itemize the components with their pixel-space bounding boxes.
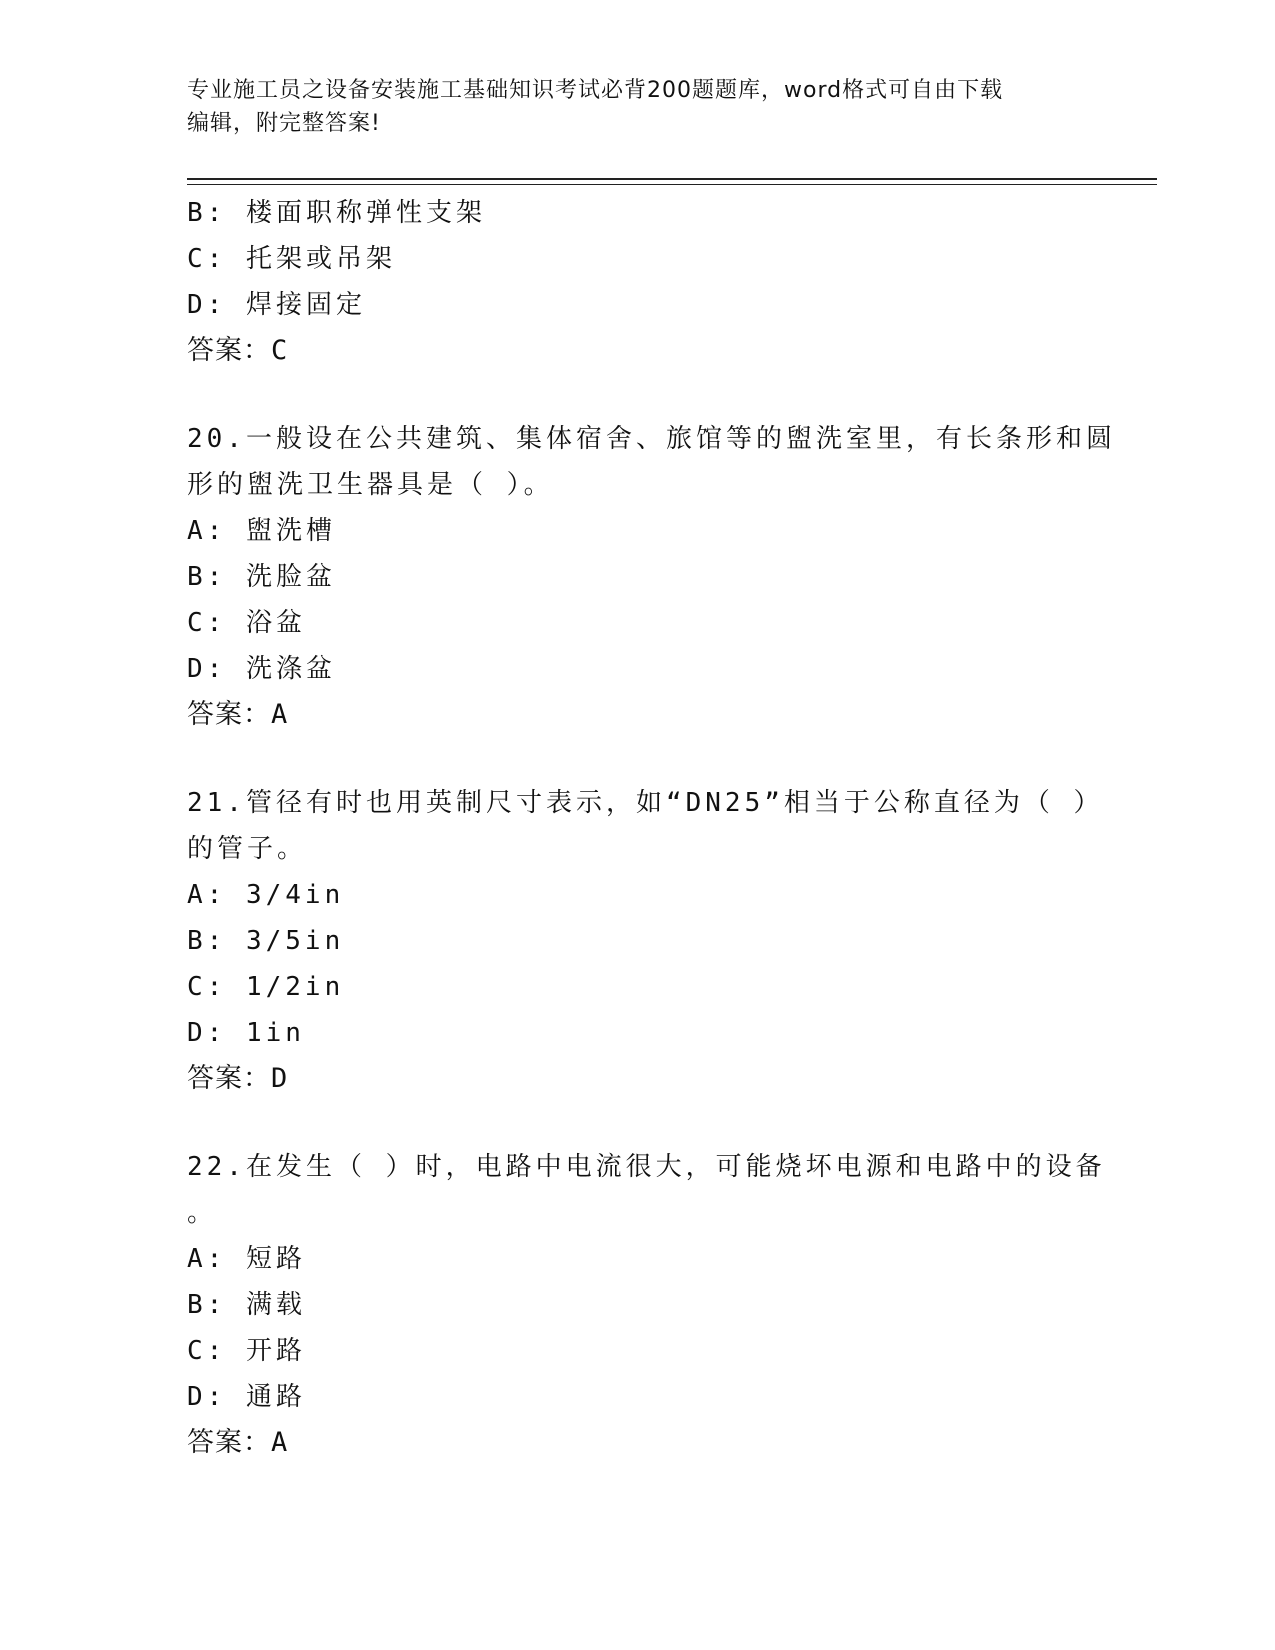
answer-line xyxy=(187,328,1087,374)
answer-line xyxy=(187,1056,1087,1102)
question-text-line1: 21.管径有时也用英制尺寸表示，如“DN25”相当于公称直径为（ ） xyxy=(187,788,1104,818)
option-c: C: 开路 xyxy=(187,1336,306,1366)
answer-value: A xyxy=(271,1427,289,1458)
question-20 xyxy=(187,416,1116,738)
question-text-line2: 形的盥洗卫生器具是（ ）。 xyxy=(187,470,554,500)
answer-label: 答案： xyxy=(187,335,271,366)
header-title-line1: 专业施工员之设备安装施工基础知识考试必背200题题库，word格式可自由下载 xyxy=(187,78,1004,103)
option-a: A: 短路 xyxy=(187,1244,306,1274)
question-22 xyxy=(187,1144,1106,1466)
question-text-line1: 20.一般设在公共建筑、集体宿舍、旅馆等的盥洗室里，有长条形和圆 xyxy=(187,424,1116,454)
answer-label: 答案： xyxy=(187,699,271,730)
answer-value: A xyxy=(271,699,289,730)
answer-line xyxy=(187,692,1087,738)
option-c: C: 浴盆 xyxy=(187,608,306,638)
question-19-continued xyxy=(187,190,1087,374)
document-header xyxy=(187,74,1087,140)
answer-value: C xyxy=(271,335,289,366)
question-21 xyxy=(187,780,1104,1102)
answer-value: D xyxy=(271,1063,289,1094)
header-title-line2: 编辑，附完整答案! xyxy=(187,111,381,136)
document-body xyxy=(187,190,1116,1466)
header-divider-thin xyxy=(187,184,1157,185)
option-b: B: 洗脸盆 xyxy=(187,562,336,592)
answer-line xyxy=(187,1420,1087,1466)
answer-label: 答案： xyxy=(187,1427,271,1458)
option-c: C: 1/2in xyxy=(187,972,345,1002)
question-text-line2: 的管子。 xyxy=(187,834,308,864)
answer-label: 答案： xyxy=(187,1063,271,1094)
option-a: A: 盥洗槽 xyxy=(187,516,336,546)
header-divider-thick xyxy=(187,178,1157,180)
option-a: A: 3/4in xyxy=(187,880,345,910)
option-b: B: 满载 xyxy=(187,1290,306,1320)
question-text-line2: 。 xyxy=(187,1198,218,1228)
option-d: D: 1in xyxy=(187,1018,305,1048)
option-d: D: 通路 xyxy=(187,1382,306,1412)
option-d: D: 焊接固定 xyxy=(187,290,366,320)
option-c: C: 托架或吊架 xyxy=(187,244,396,274)
option-b: B: 3/5in xyxy=(187,926,345,956)
option-d: D: 洗涤盆 xyxy=(187,654,336,684)
option-b: B: 楼面职称弹性支架 xyxy=(187,198,486,228)
question-text-line1: 22.在发生（ ）时，电路中电流很大，可能烧坏电源和电路中的设备 xyxy=(187,1152,1106,1182)
